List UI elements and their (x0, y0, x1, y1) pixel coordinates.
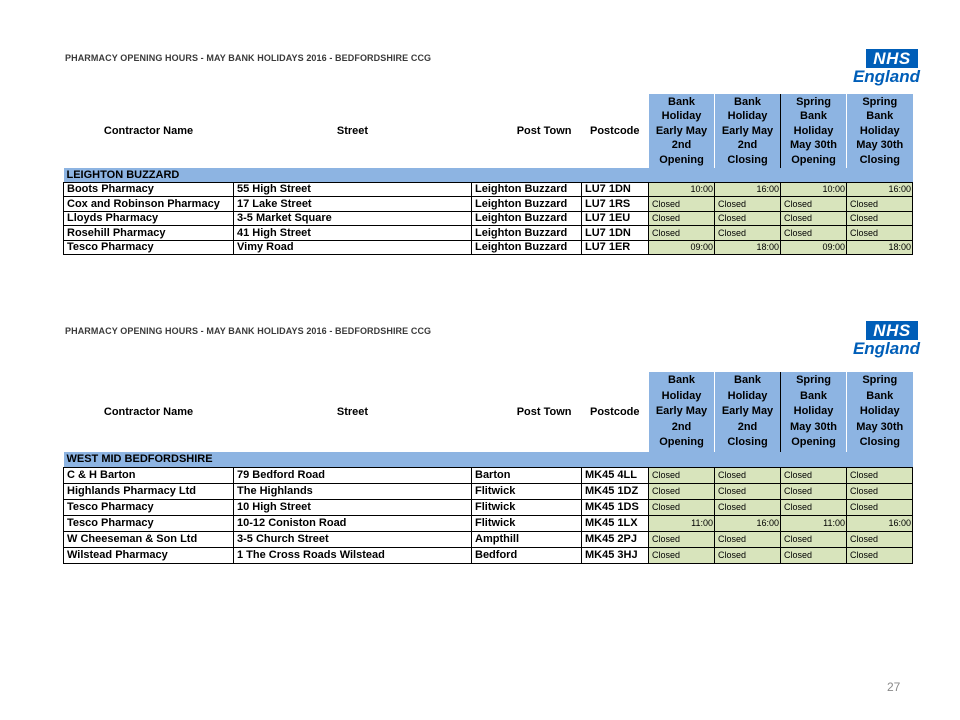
col-header-street: Street (234, 372, 472, 452)
post-town: Leighton Buzzard (472, 211, 582, 226)
contractor-name: Highlands Pharmacy Ltd (64, 483, 234, 499)
spring-bank-opening: Closed (781, 499, 847, 515)
postcode: MK45 4LL (582, 467, 649, 483)
contractor-name: Wilstead Pharmacy (64, 547, 234, 563)
street: The Highlands (234, 483, 472, 499)
region-label: WEST MID BEDFORDSHIRE (64, 452, 913, 467)
spring-bank-closing: 16:00 (847, 182, 913, 197)
header-row (64, 372, 913, 452)
contractor-name: W Cheeseman & Son Ltd (64, 531, 234, 547)
bank-holiday-closing: Closed (715, 483, 781, 499)
bank-holiday-opening: Closed (649, 211, 715, 226)
page-number: 27 (887, 680, 901, 694)
table-row (64, 226, 913, 241)
col-header-post-town: Post Town (472, 372, 582, 452)
region-label: LEIGHTON BUZZARD (64, 168, 913, 182)
post-town: Flitwick (472, 499, 582, 515)
region-row (64, 168, 913, 182)
bank-holiday-closing: Closed (715, 467, 781, 483)
spring-bank-opening: Closed (781, 197, 847, 212)
header-line: Closing (727, 153, 768, 166)
header-line: Holiday (793, 405, 834, 418)
col-header-postcode: Postcode (582, 94, 649, 168)
street: Vimy Road (234, 240, 472, 255)
table-row (64, 499, 913, 515)
street: 10-12 Coniston Road (234, 515, 472, 531)
spring-bank-closing: Closed (847, 226, 913, 241)
bank-holiday-opening: Closed (649, 226, 715, 241)
bank-holiday-opening: Closed (649, 197, 715, 212)
header-line: Closing (859, 153, 900, 166)
postcode: LU7 1DN (582, 226, 649, 241)
header-line: May 30th (789, 139, 838, 152)
header-line: Holiday (727, 110, 768, 123)
header-line: Holiday (859, 405, 900, 418)
street: 79 Bedford Road (234, 467, 472, 483)
post-town: Leighton Buzzard (472, 182, 582, 197)
nhs-england-logo (846, 321, 920, 361)
spring-bank-closing: 16:00 (847, 515, 913, 531)
header-line: Opening (659, 436, 704, 449)
col-header-spring-bank-closing (847, 372, 913, 452)
header-line: Spring (796, 95, 831, 108)
post-town: Flitwick (472, 515, 582, 531)
bank-holiday-closing: Closed (715, 211, 781, 226)
spring-bank-opening: 11:00 (781, 515, 847, 531)
header-line: Holiday (661, 110, 702, 123)
header-line: Early May (721, 124, 774, 137)
section-title: PHARMACY OPENING HOURS - MAY BANK HOLIDAYS 2016 - BEDFORDSHIRE CCG (65, 326, 432, 336)
header-line: Bank (800, 110, 827, 123)
region-row (64, 452, 913, 467)
street: 17 Lake Street (234, 197, 472, 212)
bank-holiday-closing: 18:00 (715, 240, 781, 255)
col-header-bank-holiday-closing (715, 372, 781, 452)
table-row (64, 211, 913, 226)
contractor-name: Cox and Robinson Pharmacy (64, 197, 234, 212)
table-row (64, 547, 913, 563)
header-line: Holiday (793, 124, 834, 137)
header-line: Bank (734, 374, 761, 387)
bank-holiday-closing: 16:00 (715, 182, 781, 197)
header-line: 2nd (737, 420, 758, 433)
header-line: Spring (862, 374, 898, 387)
spring-bank-closing: Closed (847, 197, 913, 212)
header-line: 2nd (737, 139, 758, 152)
postcode: MK45 2PJ (582, 531, 649, 547)
col-header-spring-bank-opening (781, 372, 847, 452)
postcode: MK45 3HJ (582, 547, 649, 563)
post-town: Leighton Buzzard (472, 197, 582, 212)
postcode: LU7 1ER (582, 240, 649, 255)
header-line: Closing (727, 436, 768, 449)
table-row (64, 197, 913, 212)
spring-bank-closing: 18:00 (847, 240, 913, 255)
header-line: 2nd (671, 139, 692, 152)
table-row (64, 531, 913, 547)
spring-bank-opening: Closed (781, 483, 847, 499)
bank-holiday-opening: 10:00 (649, 182, 715, 197)
spring-bank-closing: Closed (847, 531, 913, 547)
header-line: Holiday (859, 124, 900, 137)
bank-holiday-opening: Closed (649, 547, 715, 563)
street: 3-5 Market Square (234, 211, 472, 226)
header-line: Early May (721, 405, 774, 418)
spring-bank-opening: 10:00 (781, 182, 847, 197)
postcode: LU7 1EU (582, 211, 649, 226)
bank-holiday-closing: Closed (715, 197, 781, 212)
post-town: Bedford (472, 547, 582, 563)
bank-holiday-opening: Closed (649, 483, 715, 499)
header-line: Spring (862, 95, 898, 108)
bank-holiday-opening: 11:00 (649, 515, 715, 531)
col-header-street: Street (234, 94, 472, 168)
street: 3-5 Church Street (234, 531, 472, 547)
col-header-spring-bank-opening (781, 94, 847, 168)
bank-holiday-closing: 16:00 (715, 515, 781, 531)
postcode: LU7 1DN (582, 182, 649, 197)
header-line: May 30th (789, 420, 838, 433)
table-row (64, 483, 913, 499)
spring-bank-opening: Closed (781, 226, 847, 241)
nhs-england-logo (846, 49, 920, 89)
header-line: Opening (791, 153, 836, 166)
contractor-name: Boots Pharmacy (64, 182, 234, 197)
header-line: May 30th (856, 139, 904, 152)
spring-bank-closing: Closed (847, 467, 913, 483)
section-title: PHARMACY OPENING HOURS - MAY BANK HOLIDAYS 2016 - BEDFORDSHIRE CCG (65, 53, 432, 63)
col-header-contractor: Contractor Name (64, 372, 234, 452)
spring-bank-opening: Closed (781, 547, 847, 563)
col-header-postcode: Postcode (582, 372, 649, 452)
spring-bank-closing: Closed (847, 483, 913, 499)
post-town: Barton (472, 467, 582, 483)
header-line: May 30th (856, 420, 904, 433)
header-line: Early May (655, 405, 708, 418)
header-line: 2nd (671, 420, 692, 433)
nhs-logo-mark: NHS (866, 49, 918, 68)
table-row (64, 240, 913, 255)
bank-holiday-opening: Closed (649, 499, 715, 515)
header-line: Bank (668, 374, 695, 387)
postcode: MK45 1DZ (582, 483, 649, 499)
col-header-bank-holiday-opening (649, 372, 715, 452)
street: 1 The Cross Roads Wilstead (234, 547, 472, 563)
bank-holiday-closing: Closed (715, 547, 781, 563)
header-line: Spring (796, 374, 831, 387)
header-line: Closing (859, 436, 900, 449)
street: 41 High Street (234, 226, 472, 241)
header-line: Early May (655, 124, 708, 137)
post-town: Leighton Buzzard (472, 226, 582, 241)
street: 55 High Street (234, 182, 472, 197)
postcode: MK45 1DS (582, 499, 649, 515)
contractor-name: Tesco Pharmacy (64, 499, 234, 515)
post-town: Flitwick (472, 483, 582, 499)
spring-bank-opening: 09:00 (781, 240, 847, 255)
col-header-bank-holiday-closing (715, 94, 781, 168)
bank-holiday-opening: Closed (649, 467, 715, 483)
header-line: Holiday (727, 389, 768, 402)
col-header-bank-holiday-opening (649, 94, 715, 168)
col-header-spring-bank-closing (847, 94, 913, 168)
postcode: LU7 1RS (582, 197, 649, 212)
bank-holiday-opening: 09:00 (649, 240, 715, 255)
bank-holiday-opening: Closed (649, 531, 715, 547)
pharmacy-hours-table (63, 94, 913, 255)
header-line: Bank (866, 389, 894, 402)
header-line: Bank (866, 110, 894, 123)
bank-holiday-closing: Closed (715, 499, 781, 515)
header-line: Bank (668, 95, 695, 108)
header-line: Bank (734, 95, 761, 108)
header-row (64, 94, 913, 168)
post-town: Ampthill (472, 531, 582, 547)
spring-bank-opening: Closed (781, 531, 847, 547)
contractor-name: Lloyds Pharmacy (64, 211, 234, 226)
header-line: Holiday (661, 389, 702, 402)
header-line: Opening (659, 153, 704, 166)
header-line: Bank (800, 389, 827, 402)
postcode: MK45 1LX (582, 515, 649, 531)
contractor-name: Rosehill Pharmacy (64, 226, 234, 241)
post-town: Leighton Buzzard (472, 240, 582, 255)
contractor-name: Tesco Pharmacy (64, 515, 234, 531)
table-row (64, 515, 913, 531)
col-header-post-town: Post Town (472, 94, 582, 168)
spring-bank-opening: Closed (781, 211, 847, 226)
col-header-contractor: Contractor Name (64, 94, 234, 168)
pharmacy-hours-table (63, 372, 913, 564)
header-line: Opening (791, 436, 836, 449)
street: 10 High Street (234, 499, 472, 515)
nhs-logo-wordmark: England (852, 67, 920, 86)
contractor-name: Tesco Pharmacy (64, 240, 234, 255)
nhs-logo-wordmark: England (852, 339, 920, 358)
spring-bank-opening: Closed (781, 467, 847, 483)
contractor-name: C & H Barton (64, 467, 234, 483)
bank-holiday-closing: Closed (715, 531, 781, 547)
spring-bank-closing: Closed (847, 499, 913, 515)
nhs-logo-mark: NHS (866, 321, 918, 340)
table-row (64, 467, 913, 483)
table-row (64, 182, 913, 197)
bank-holiday-closing: Closed (715, 226, 781, 241)
spring-bank-closing: Closed (847, 547, 913, 563)
spring-bank-closing: Closed (847, 211, 913, 226)
